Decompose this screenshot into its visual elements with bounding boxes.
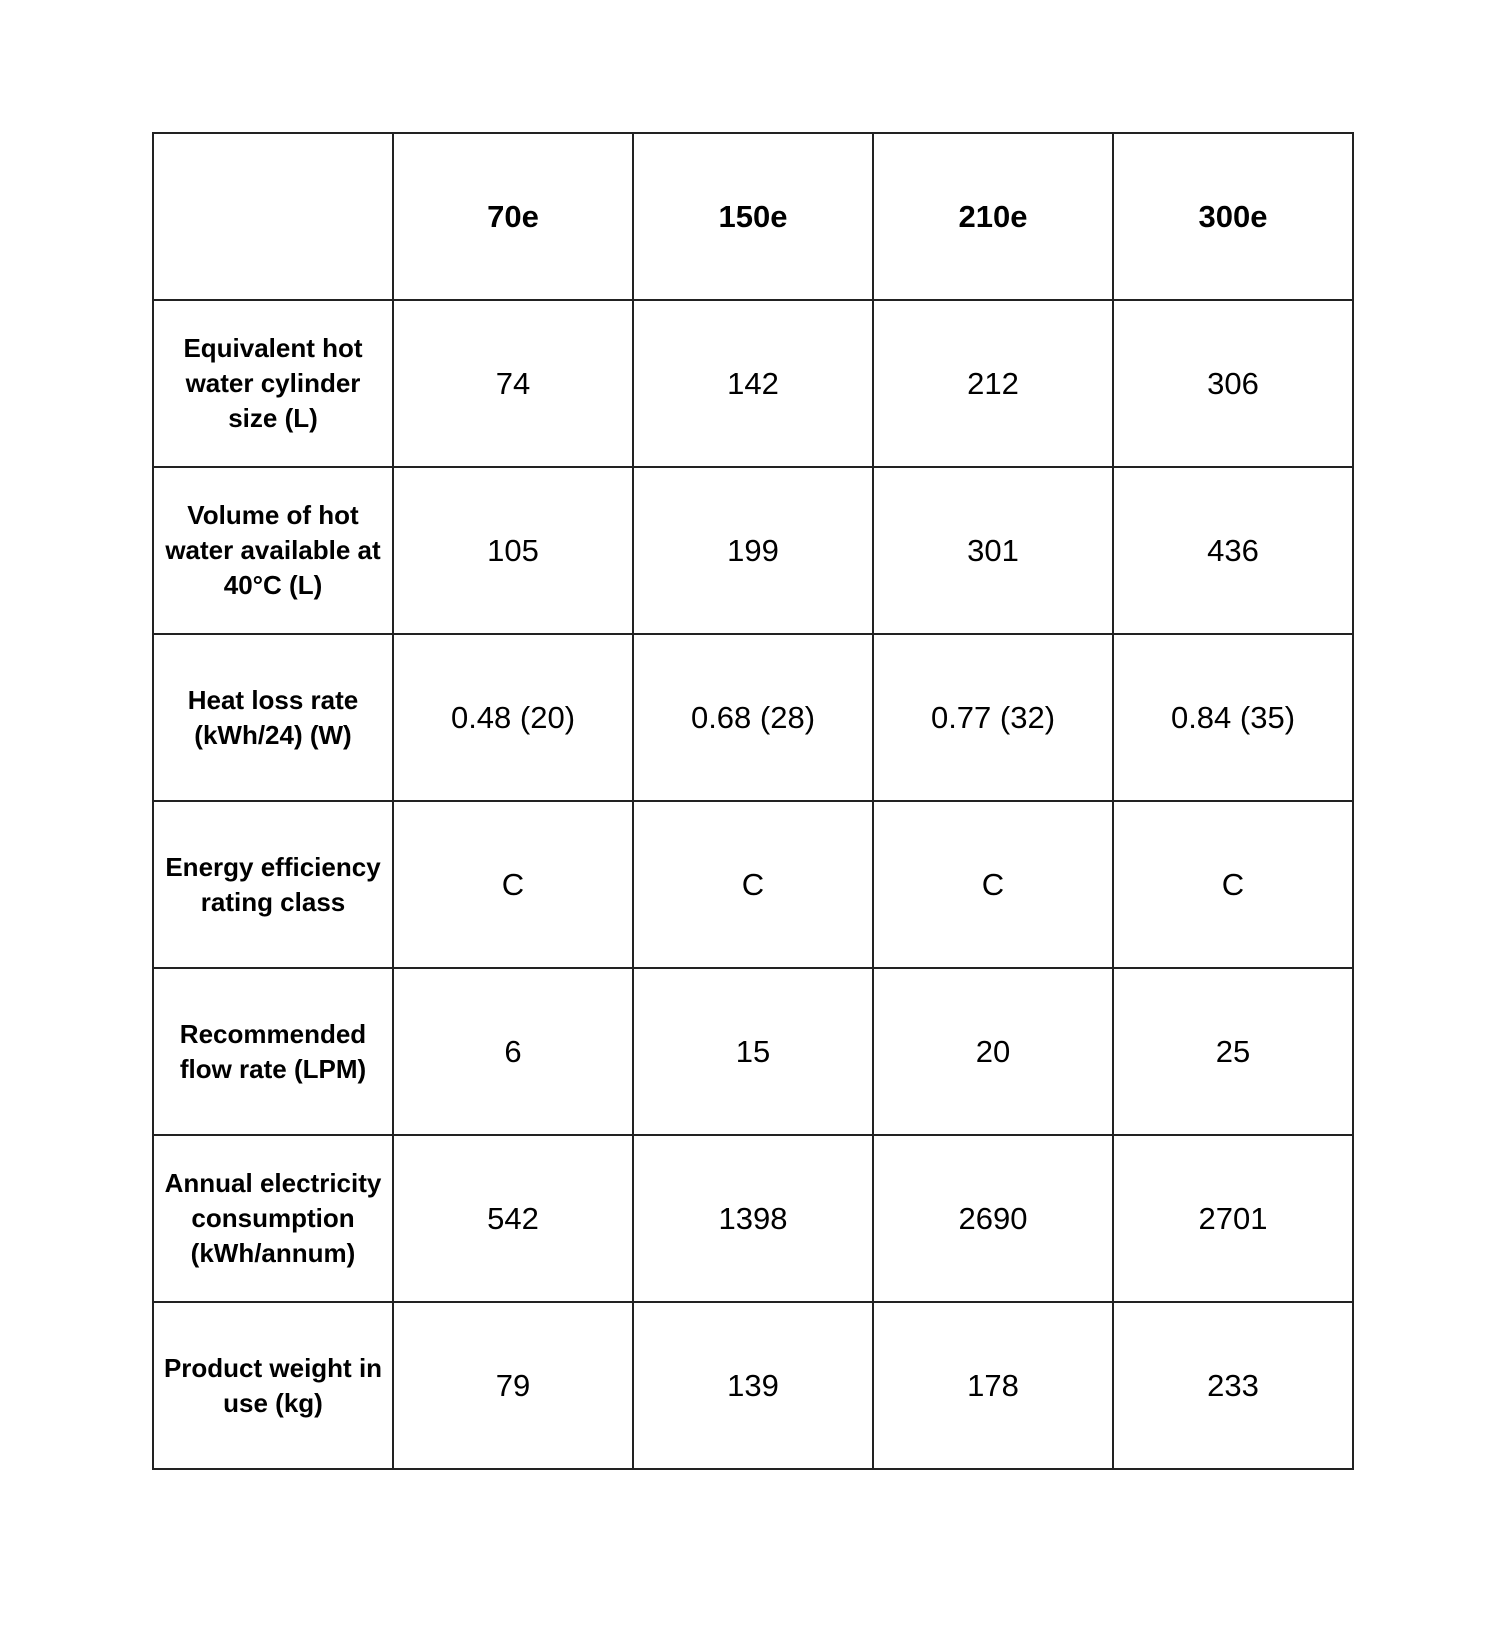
- table-row: [153, 1302, 1353, 1469]
- row-label: Equivalent hot water cylinder size (L): [153, 300, 393, 467]
- table-cell: 178: [873, 1302, 1113, 1469]
- table-cell: 542: [393, 1135, 633, 1302]
- table-cell: 306: [1113, 300, 1353, 467]
- header-row: [153, 133, 1353, 300]
- model-header: 210e: [873, 133, 1113, 300]
- table-cell: 79: [393, 1302, 633, 1469]
- table-cell: 15: [633, 968, 873, 1135]
- table-cell: 6: [393, 968, 633, 1135]
- table-row: [153, 300, 1353, 467]
- table-cell: C: [1113, 801, 1353, 968]
- table-row: [153, 968, 1353, 1135]
- table-cell: 436: [1113, 467, 1353, 634]
- table-cell: 142: [633, 300, 873, 467]
- row-label: Recommended flow rate (LPM): [153, 968, 393, 1135]
- corner-cell: [153, 133, 393, 300]
- table-cell: 105: [393, 467, 633, 634]
- model-header: 70e: [393, 133, 633, 300]
- table-cell: 0.77 (32): [873, 634, 1113, 801]
- table-row: [153, 467, 1353, 634]
- table-cell: 199: [633, 467, 873, 634]
- table-cell: 2690: [873, 1135, 1113, 1302]
- table-cell: 139: [633, 1302, 873, 1469]
- spec-table: [152, 132, 1354, 1470]
- table-cell: 2701: [1113, 1135, 1353, 1302]
- table-cell: 74: [393, 300, 633, 467]
- table-row: [153, 1135, 1353, 1302]
- row-label: Energy efficiency rating class: [153, 801, 393, 968]
- table-cell: 1398: [633, 1135, 873, 1302]
- table-cell: 0.68 (28): [633, 634, 873, 801]
- table-cell: 301: [873, 467, 1113, 634]
- row-label: Volume of hot water available at 40°C (L): [153, 467, 393, 634]
- table-cell: 0.84 (35): [1113, 634, 1353, 801]
- table-cell: 233: [1113, 1302, 1353, 1469]
- table-cell: C: [393, 801, 633, 968]
- row-label: Product weight in use (kg): [153, 1302, 393, 1469]
- table-row: [153, 634, 1353, 801]
- table-cell: 20: [873, 968, 1113, 1135]
- model-header: 150e: [633, 133, 873, 300]
- table-row: [153, 801, 1353, 968]
- table-cell: 0.48 (20): [393, 634, 633, 801]
- table-cell: 25: [1113, 968, 1353, 1135]
- model-header: 300e: [1113, 133, 1353, 300]
- table-cell: C: [873, 801, 1113, 968]
- row-label: Annual electricity consumption (kWh/annum): [153, 1135, 393, 1302]
- row-label: Heat loss rate (kWh/24) (W): [153, 634, 393, 801]
- table-cell: C: [633, 801, 873, 968]
- table-cell: 212: [873, 300, 1113, 467]
